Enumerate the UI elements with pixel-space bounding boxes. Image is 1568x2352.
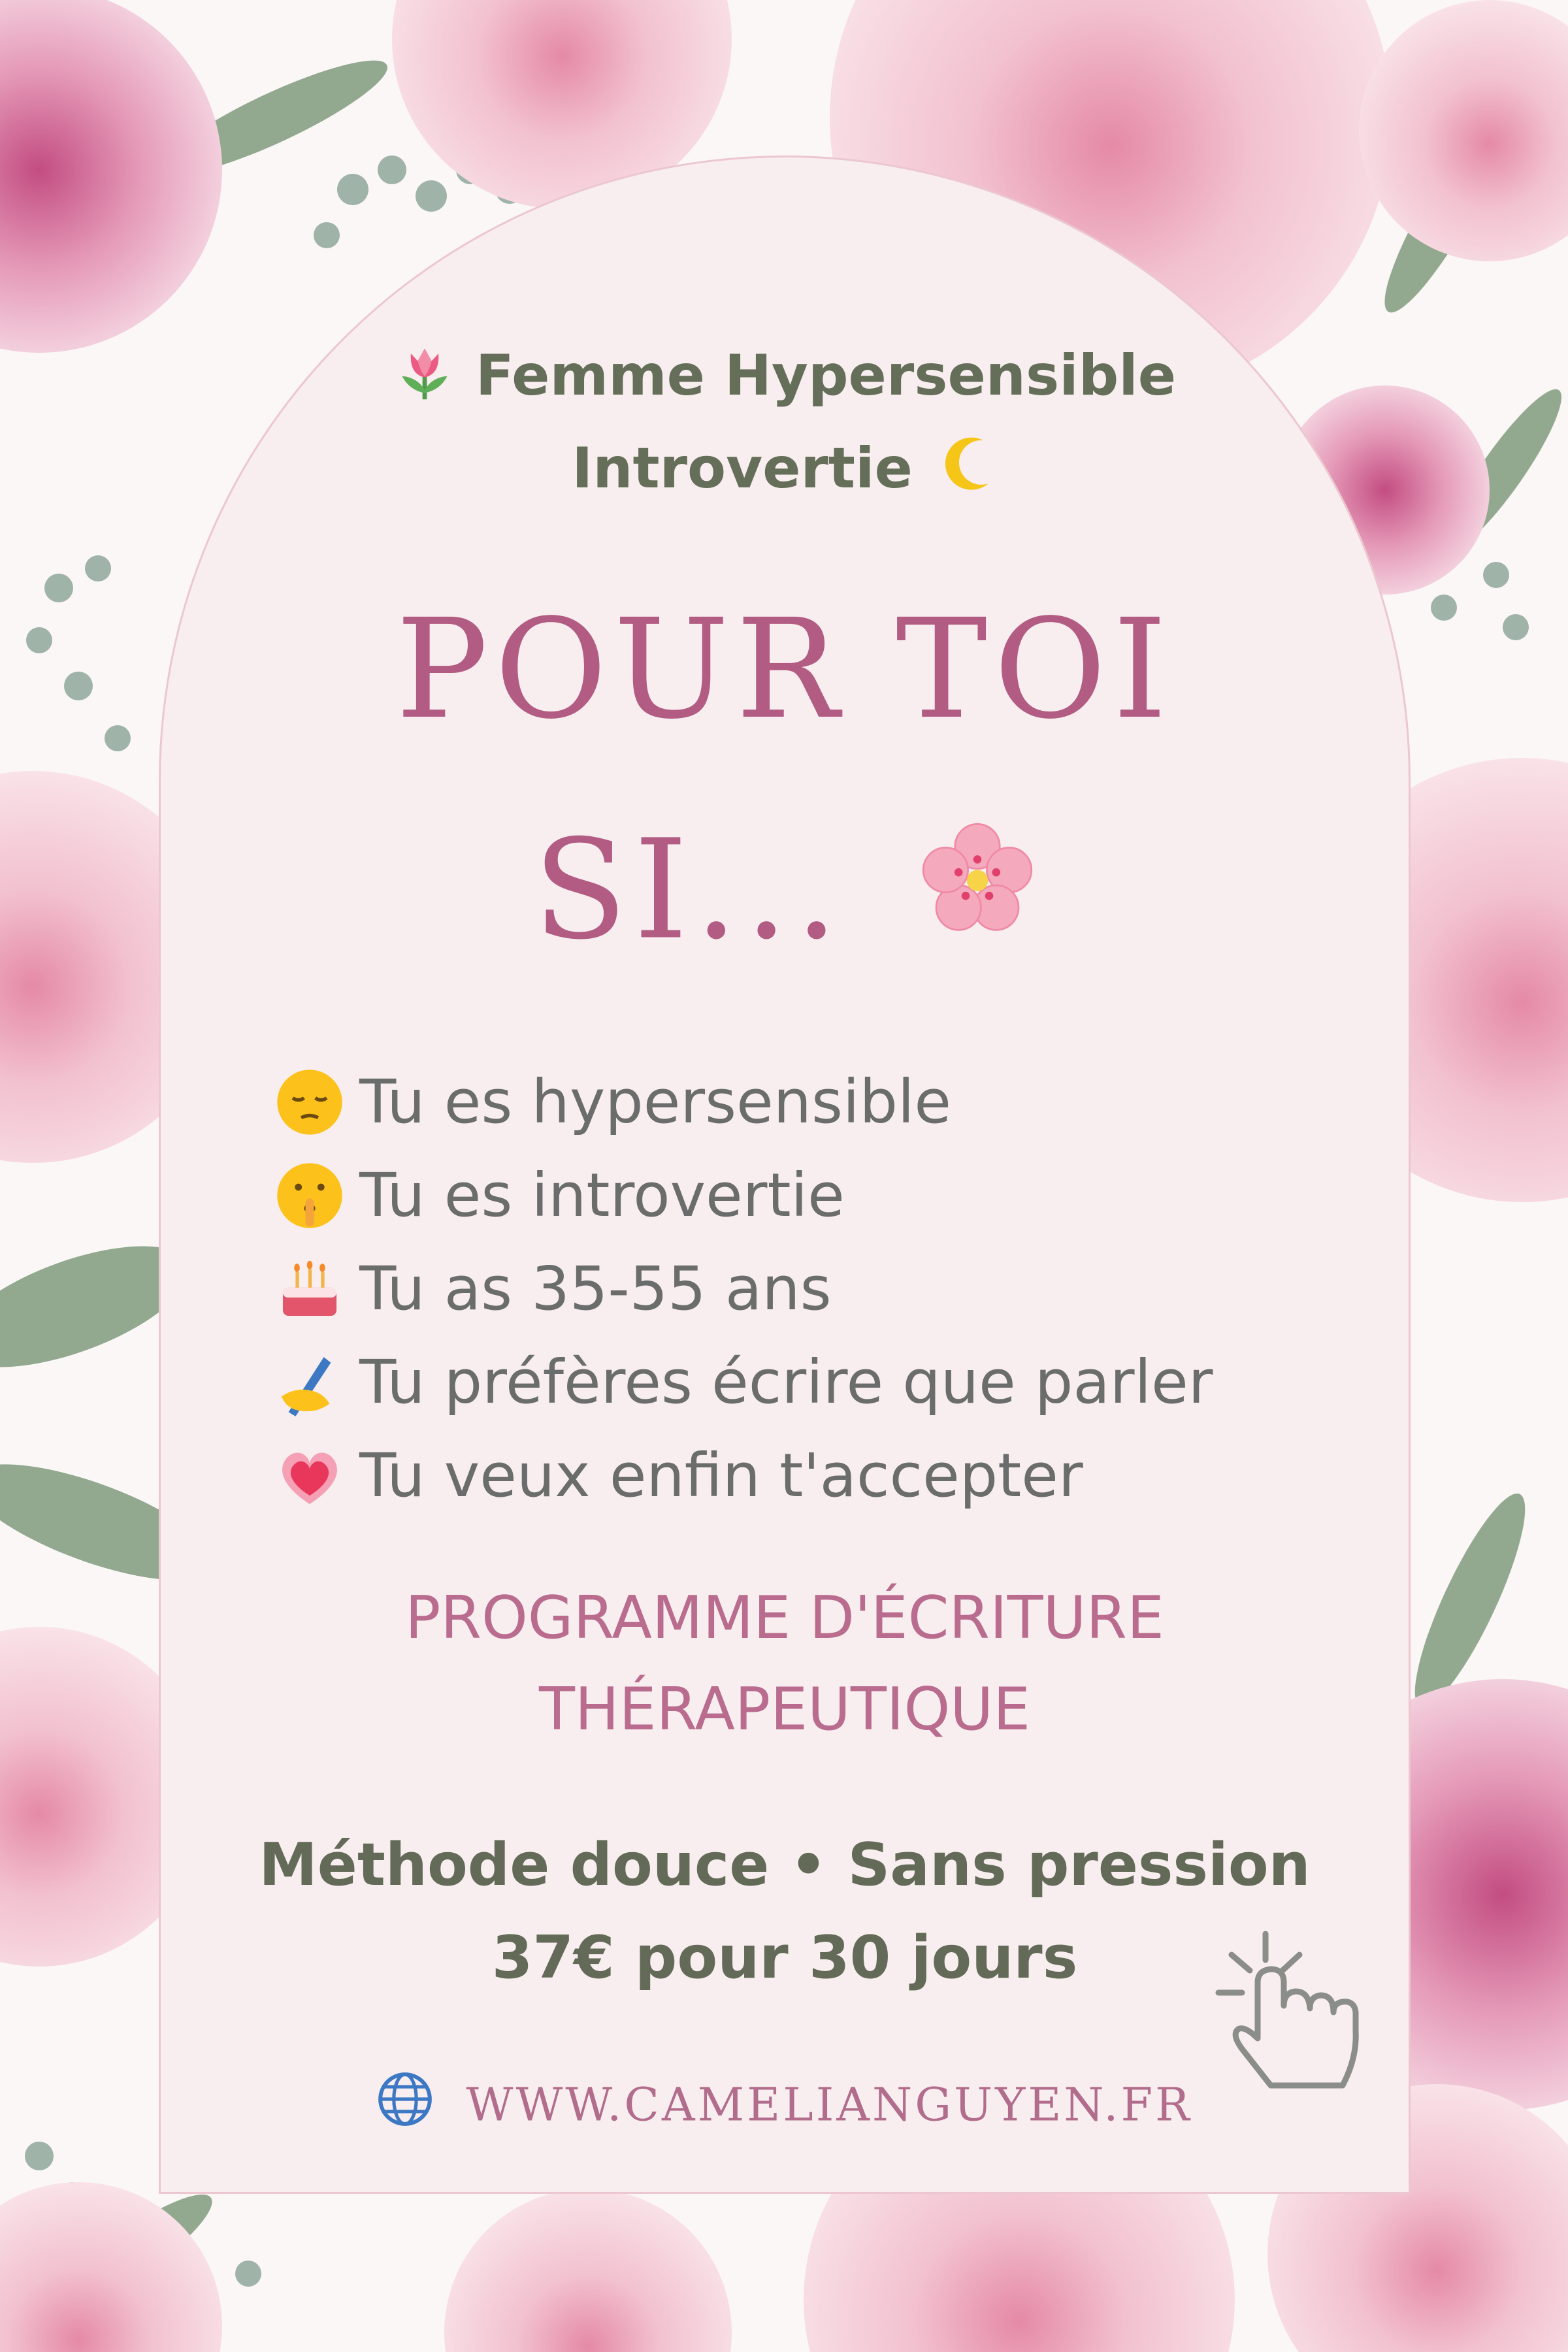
headline-line2: [159, 809, 1411, 970]
headline-line1: POUR TOI: [395, 589, 1174, 749]
pensive-face-icon: [274, 1067, 345, 1137]
checklist: [274, 1055, 1213, 1522]
method-text: Méthode douce • Sans pression: [259, 1831, 1311, 1899]
list-item: [274, 1242, 1213, 1335]
website-link[interactable]: [159, 2071, 1411, 2138]
tagline-line2: [159, 431, 1411, 506]
price-text: 37€ pour 30 jours: [491, 1923, 1078, 1992]
list-item-text: Tu es introvertie: [359, 1160, 845, 1230]
growing-heart-icon: [274, 1441, 345, 1511]
website-url[interactable]: WWW.CAMELIANGUYEN.FR: [466, 2078, 1192, 2132]
birthday-cake-icon: [274, 1254, 345, 1324]
tagline-text-1: Femme Hypersensible: [475, 343, 1177, 408]
list-item-text: Tu as 35-55 ans: [359, 1254, 832, 1324]
writing-hand-icon: [274, 1347, 345, 1418]
globe-icon: [377, 2071, 433, 2138]
program-line1: PROGRAMME D'ÉCRITURE: [405, 1584, 1164, 1652]
tagline-line1: [159, 340, 1411, 412]
list-item: [274, 1149, 1213, 1242]
cherry-blossom-icon: [919, 821, 1036, 960]
list-item-text: Tu es hypersensible: [359, 1067, 952, 1137]
crescent-moon-icon: [932, 431, 998, 506]
headline-line2-text: SI...: [533, 809, 845, 970]
list-item: [274, 1055, 1213, 1149]
list-item-text: Tu veux enfin t'accepter: [359, 1441, 1083, 1511]
shushing-face-icon: [274, 1160, 345, 1231]
list-item: [274, 1429, 1213, 1522]
program-line2: THÉRAPEUTIQUE: [538, 1675, 1031, 1744]
tulip-icon: [393, 340, 456, 412]
list-item-text: Tu préfères écrire que parler: [359, 1347, 1213, 1417]
tagline-text-2: Introvertie: [572, 436, 913, 501]
pointing-hand-icon: [1205, 1914, 1375, 2097]
list-item: [274, 1335, 1213, 1429]
